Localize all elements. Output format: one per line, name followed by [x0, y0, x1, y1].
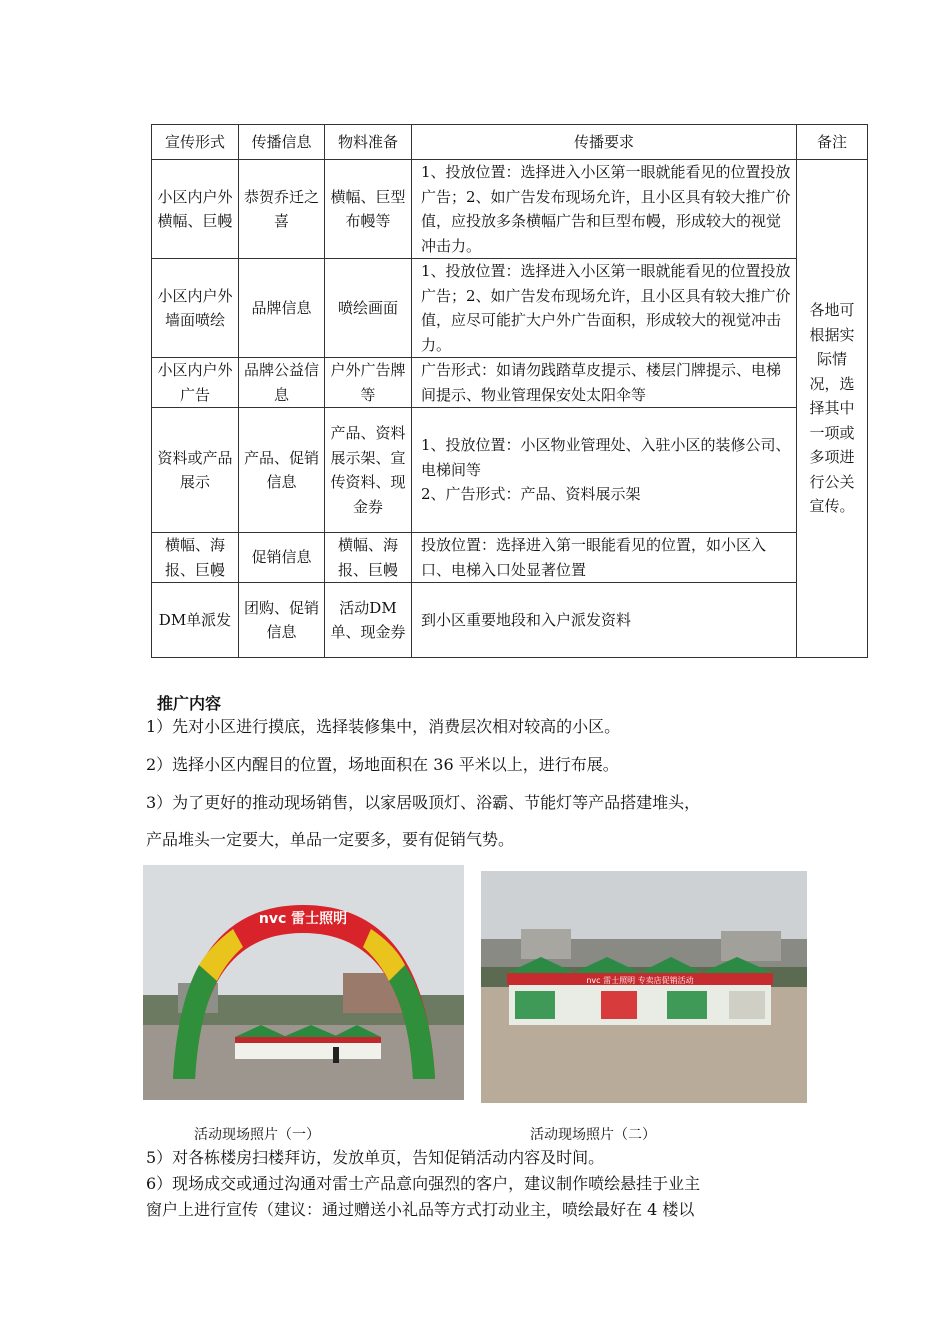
cell-material: 户外广告牌等: [325, 358, 412, 408]
cell-requirement: [412, 408, 797, 533]
tent-banner-text: nvc 雷士照明 专卖店促销活动: [586, 976, 694, 985]
table-row: [152, 408, 868, 533]
event-photo-arch: [143, 865, 464, 1100]
cell-form: 小区内户外横幅、巨幔: [152, 160, 239, 259]
cell-requirement: 投放位置：选择进入第一眼能看见的位置，如小区入口、电梯入口处显著位置: [412, 533, 797, 583]
header-form: 宣传形式: [152, 125, 239, 160]
requirement-line: 2、广告形式：产品、资料展示架: [421, 485, 641, 504]
cell-form: 资料或产品展示: [152, 408, 239, 533]
cell-info: 促销信息: [239, 533, 325, 583]
cell-material: 横幅、海报、巨幔: [325, 533, 412, 583]
cell-requirement: 到小区重要地段和入户派发资料: [412, 583, 797, 658]
paragraph: 6）现场成交或通过沟通对雷士产品意向强烈的客户，建议制作喷绘悬挂于业主: [146, 1174, 701, 1193]
cell-requirement: 广告形式：如请勿践踏草皮提示、楼层门牌提示、电梯间提示、物业管理保安处太阳伞等: [412, 358, 797, 408]
paragraph: 窗户上进行宣传（建议：通过赠送小礼品等方式打动业主，喷绘最好在 4 楼以: [146, 1200, 695, 1219]
table-row: [152, 583, 868, 658]
cell-material: 产品、资料展示架、宣传资料、现金券: [325, 408, 412, 533]
cell-note: 各地可根据实际情况，选择其中一项或多项进行公关宣传。: [797, 160, 868, 658]
photo-caption: 活动现场照片（一）: [194, 1127, 320, 1143]
cell-form: 小区内户外广告: [152, 358, 239, 408]
table-header-row: [152, 125, 868, 160]
cell-info: 团购、促销信息: [239, 583, 325, 658]
table-row: [152, 259, 868, 358]
cell-material: 横幅、巨型布幔等: [325, 160, 412, 259]
paragraph: 产品堆头一定要大，单品一定要多，要有促销气势。: [146, 830, 515, 849]
header-material: 物料准备: [325, 125, 412, 160]
paragraph: 5）对各栋楼房扫楼拜访，发放单页，告知促销活动内容及时间。: [146, 1148, 605, 1167]
table-row: [152, 358, 868, 408]
cell-info: 品牌信息: [239, 259, 325, 358]
paragraph: 3）为了更好的推动现场销售，以家居吸顶灯、浴霸、节能灯等产品搭建堆头，: [146, 793, 701, 812]
tent-scene-image: [481, 871, 807, 1103]
requirement-line: 1、投放位置：小区物业管理处、入驻小区的装修公司、电梯间等: [421, 436, 791, 479]
cell-requirement: 1、投放位置：选择进入小区第一眼就能看见的位置投放广告；2、如广告发布现场允许，且小区具有较大推广价值，应投放多条横幅广告和巨型布幔，形成较大的视觉冲击力。: [412, 160, 797, 259]
header-requirement: 传播要求: [412, 125, 797, 160]
table-row: [152, 160, 868, 259]
promotion-table: [151, 124, 868, 658]
arch-banner-text: nvc 雷士照明: [258, 911, 348, 927]
table-row: [152, 533, 868, 583]
photo-caption: 活动现场照片（二）: [530, 1127, 656, 1143]
cell-info: 恭贺乔迁之喜: [239, 160, 325, 259]
header-note: 备注: [797, 125, 868, 160]
cell-info: 品牌公益信息: [239, 358, 325, 408]
cell-material: 喷绘画面: [325, 259, 412, 358]
cell-requirement: 1、投放位置：选择进入小区第一眼就能看见的位置投放广告；2、如广告发布现场允许，且小区具有较大推广价值，应尽可能扩大户外广告面积，形成较大的视觉冲击力。: [412, 259, 797, 358]
cell-form: 横幅、海报、巨幔: [152, 533, 239, 583]
cell-info: 产品、促销信息: [239, 408, 325, 533]
paragraph: 2）选择小区内醒目的位置，场地面积在 36 平米以上，进行布展。: [146, 755, 619, 774]
paragraph: 1）先对小区进行摸底，选择装修集中，消费层次相对较高的小区。: [146, 717, 621, 736]
cell-form: DM单派发: [152, 583, 239, 658]
cell-form: 小区内户外墙面喷绘: [152, 259, 239, 358]
section-title: 推广内容: [157, 694, 222, 713]
arch-scene-image: [143, 865, 464, 1100]
cell-material: 活动DM单、现金券: [325, 583, 412, 658]
event-photo-tents: [481, 871, 807, 1103]
header-info: 传播信息: [239, 125, 325, 160]
